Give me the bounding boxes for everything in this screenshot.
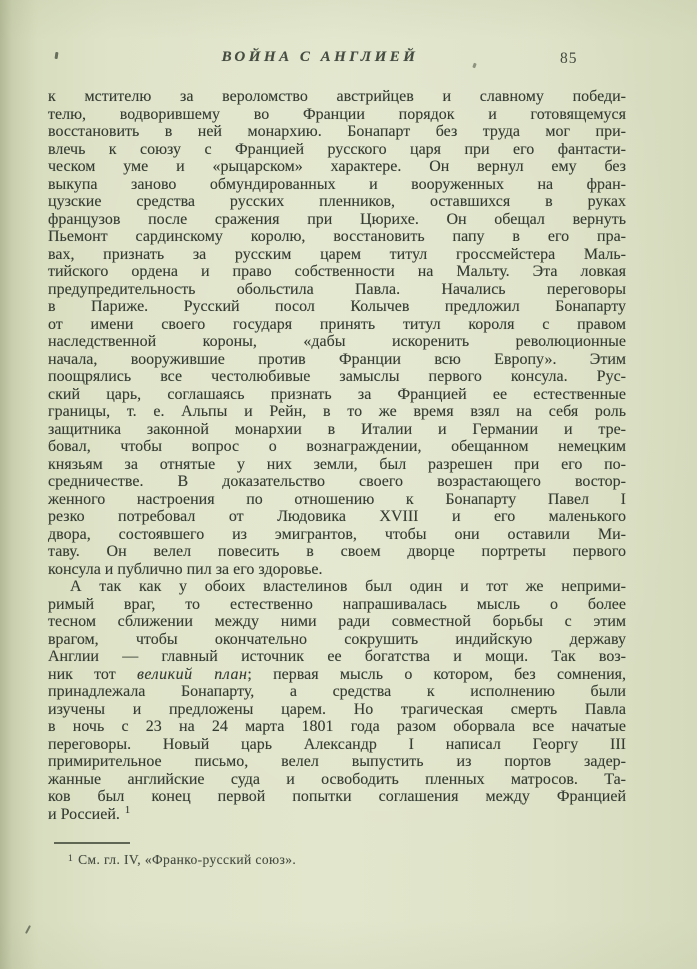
page-text — [48, 88, 626, 868]
text-line: ческом уме и «рыцарском» характере. Он вернул ему без — [48, 158, 626, 175]
text-line: от имени своего государя принять титул короля с правом — [48, 315, 626, 333]
text-line: вах, признать за русским царем титул гроссмейстера Маль- — [48, 245, 626, 263]
ink-speck — [25, 925, 31, 934]
text-line: выкупа заново обмундированных и вооруженных на фран- — [48, 175, 626, 193]
footnote — [48, 852, 626, 868]
text-line: начала, вооружившие против Франции всю Европу». Этим — [48, 350, 626, 368]
text-line: двора, состоявшего из эмигрантов, чтобы они оставили Ми- — [48, 525, 626, 543]
line-segment: ; первая мысль о котором, без сомнения, — [247, 665, 627, 683]
footnote-marker: 1 — [68, 854, 74, 864]
text-line: тесном сближении между ними ради совместной борьбы с этим — [48, 613, 626, 630]
text-line: женного настроения по отношению к Бонапарту Павел I — [48, 490, 626, 508]
page-number: 85 — [560, 50, 578, 67]
text-line: врагом, чтобы окончательно сокрушить индийскую державу — [48, 630, 626, 648]
text-line: Пьемонт сардинскому королю, восстановить папу в его пра- — [48, 228, 626, 245]
text-line: наследственной короны, «дабы искоренить революционные — [48, 333, 626, 350]
text-line: князьям за отнятые у них земли, был разрешен при его по- — [48, 455, 626, 473]
text-line: границы, т. е. Альпы и Рейн, в то же время взял на себя роль — [48, 403, 626, 420]
line-segment: и Россией. — [48, 805, 120, 823]
text-line: бовал, чтобы вопрос о вознаграждении, обещанном немецким — [48, 438, 626, 455]
footnote-divider — [54, 842, 130, 844]
text-line: влечь к союзу с Францией русского царя при его фантасти- — [48, 140, 626, 158]
paragraph-2 — [48, 578, 626, 823]
text-line: тийского ордена и право собственности на Мальту. Эта ловкая — [48, 263, 626, 280]
text-line: цузские средства русских пленников, оставшихся в руках — [48, 193, 626, 210]
text-line: защитника законной монархии в Италии и Германии и тре- — [48, 420, 626, 438]
text-line: переговоры. Новый царь Александр I написал Георгу III — [48, 735, 626, 753]
paragraph-1 — [48, 88, 626, 578]
text-line: примирительное письмо, велел выпустить из портов задер- — [48, 753, 626, 770]
text-line: ков был конец первой попытки соглашения между Францией — [48, 788, 626, 805]
italic-phrase: великий план — [136, 665, 248, 683]
text-line: предупредительность обольстила Павла. Начались переговоры — [48, 280, 626, 298]
text-line: А так как у обоих властелинов был один и тот же неприми- — [70, 578, 626, 595]
text-line: консула и публично пил за его здоровье. — [48, 560, 323, 578]
running-header-title: ВОЙНА С АНГЛИЕЙ — [221, 49, 419, 65]
text-line — [48, 666, 626, 684]
text-line: телю, водворившему во Франции порядок и готовящемуся — [48, 105, 626, 123]
text-line: таву. Он велел повесить в своем дворце портреты первого — [48, 543, 626, 560]
footnote-text: См. гл. IV, «Франко-русский союз». — [78, 852, 297, 867]
text-line: Англии — главный источник ее богатства и мощи. Так воз- — [48, 648, 626, 665]
text-line: резко потребовал от Людовика XVIII и его маленького — [48, 508, 626, 525]
text-line: поощрялись все честолюбивые замыслы первого консула. Рус- — [48, 368, 626, 385]
text-line: французов после сражения при Цюрихе. Он обещал вернуть — [48, 210, 626, 228]
text-line: к мстителю за вероломство австрийцев и славному победи- — [48, 88, 626, 105]
text-line: римый враг, то естественно напрашивалась мысль о более — [48, 595, 626, 613]
text-line: ский царь, соглашаясь признать за Францией ее естественные — [48, 385, 626, 403]
text-line — [48, 806, 626, 824]
text-line: изучены и предложены царем. Но трагическая смерть Павла — [48, 700, 626, 718]
text-line: принадлежала Бонапарту, а средства к исполнению были — [48, 683, 626, 700]
line-segment: ник тот — [48, 665, 137, 683]
text-line: восстановить в ней монархию. Бонапарт без труда мог при- — [48, 123, 626, 140]
text-line: в Париже. Русский посол Колычев предложил Бонапарту — [48, 298, 626, 315]
text-line: в ночь с 23 на 24 марта 1801 года разом оборвала все начатые — [48, 718, 626, 735]
text-line: средничестве. В доказательство своего возрастающего востор- — [48, 473, 626, 490]
ink-speck — [472, 63, 477, 69]
text-line: жанные английские суда и освободить пленных матросов. Та- — [48, 770, 626, 788]
footnote-reference: 1 — [124, 804, 131, 816]
